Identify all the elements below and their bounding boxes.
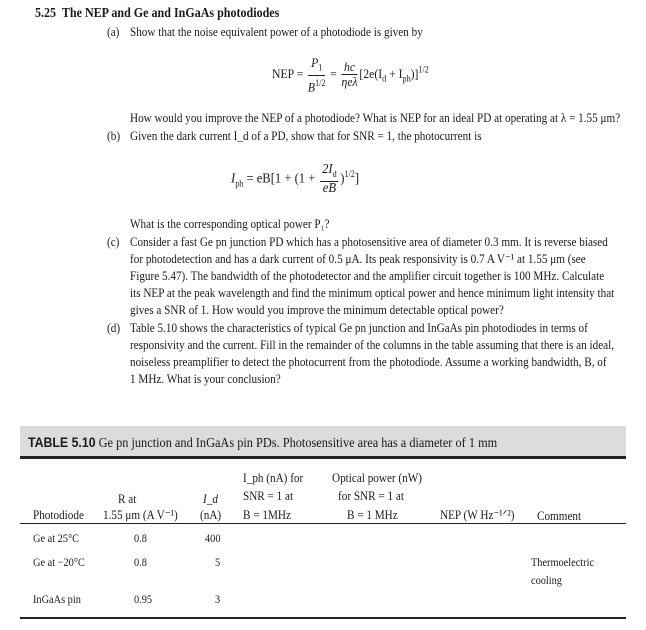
eq-lhs: I [231,171,236,187]
eq-sub: d [332,168,337,179]
eq-exp: 1/2 [344,168,355,179]
table-header-rule [20,523,626,524]
cell-photodiode: InGaAs pin [33,592,81,606]
header-r-line2: 1.55 μm (A V⁻¹) [103,507,178,522]
header-power-line3: B = 1 MHz [347,507,398,522]
eq-lhs: NEP = [272,65,304,81]
part-b-label: (b) [107,128,121,143]
eq-den: ηeλ [341,74,358,90]
part-a-intro: Show that the noise equivalent power of a photodiode is given by [130,24,423,39]
cell-photodiode: Ge at 25°C [33,531,79,545]
table-caption-text: Ge pn junction and InGaAs pin PDs. Photosensitive area has a diameter of 1 mm [98,436,498,451]
part-d-label: (d) [107,320,121,335]
eq-rhs: = eB[1 + (1 + [243,171,319,187]
part-a-label: (a) [107,24,120,39]
fraction-2id-eb [320,163,338,196]
header-id-line2: (nA) [200,507,222,522]
photocurrent-equation [231,163,359,196]
header-photodiode: Photodiode [33,507,84,522]
problem-title: The NEP and Ge and InGaAs photodiodes [61,6,280,21]
part-d-line: 1 MHz. What is your conclusion? [130,371,281,386]
eq-num: hc [344,59,356,75]
header-iph-line3: B = 1MHz [243,507,291,522]
cell-r: 0.8 [134,531,147,545]
header-id-line1: I_d [203,491,218,506]
eq-sub: d [382,73,387,84]
header-nep: NEP (W Hz⁻¹ᐟ²) [440,507,515,522]
eq-equals: = [330,65,337,81]
cell-r: 0.8 [134,555,147,569]
cell-r: 0.95 [134,592,153,606]
eq-close: )] [410,65,419,81]
eq-sub: 1 [318,62,323,73]
fraction-p1-b [308,56,326,94]
part-c-line: for photodetection and has a dark current of 0.5 μA. Its peak responsivity is 0.7 A V⁻¹ at 1.55 μm (see [130,251,586,266]
eq-bracket: [2e(I [359,65,383,81]
part-b-intro: Given the dark current I_d of a PD, show that for SNR = 1, the photocurrent is [130,128,482,143]
problem-heading [35,6,279,21]
part-d-line: Table 5.10 shows the characteristics of typical Ge pn junction and InGaAs pin photodiodes in terms of [130,320,588,335]
header-comment: Comment [537,508,582,523]
table-top-rule [20,456,626,459]
eq-exp: 1/2 [418,64,429,75]
part-c-line: gives a SNR of 1. How would you improve the minimum detectable optical power? [130,302,504,317]
eq-num: 2I [322,162,333,177]
cell-id: 5 [215,555,221,569]
header-power-line1: Optical power (nW) [332,470,423,485]
eq-den: B [307,78,316,94]
eq-num: P [311,55,319,70]
cell-id: 400 [205,531,221,545]
cell-comment: Thermoelectric [531,555,595,569]
eq-end: ] [354,171,360,187]
header-r-line1: R at [118,491,137,506]
eq-close: ) [340,171,345,187]
part-b-question: What is the corresponding optical power P₁? [130,216,330,231]
header-iph-line1: I_ph (nA) for [243,470,304,485]
header-iph-line2: SNR = 1 at [243,488,294,503]
part-d-line: responsivity and the current. Fill in the remainder of the columns in the table assuming that there is an ideal, [130,337,615,352]
table-label: TABLE 5.10 [28,434,96,450]
cell-photodiode: Ge at −20°C [33,555,85,569]
header-power-line2: for SNR = 1 at [338,488,404,503]
eq-plus: + I [386,65,403,81]
eq-sub: ph [235,178,244,189]
eq-den: eB [322,180,337,196]
eq-sup: 1/2 [315,77,326,88]
nep-equation [272,56,429,94]
part-a-question: How would you improve the NEP of a photodiode? What is NEP for an ideal PD at operating at λ = 1.55 μm? [130,110,621,125]
cell-comment: cooling [531,573,562,587]
part-c-line: its NEP at the peak wavelength and find the minimum optical power and hence minimum light intensity that [130,285,615,300]
eq-sub: ph [402,73,411,84]
part-d-line: noiseless preamplifier to detect the photocurrent from the photodiode. Assume a working bandwidth, B, of [130,354,607,369]
problem-number: 5.25 [35,6,57,21]
fraction-hc [342,60,358,89]
cell-id: 3 [215,592,221,606]
part-c-label: (c) [107,234,120,249]
part-c-line: Figure 5.47). The bandwidth of the photodetector and the amplifier circuit together is 100 MHz. Calculate [130,268,605,283]
table-bottom-rule [20,617,626,619]
part-c-line: Consider a fast Ge pn junction PD which has a photosensitive area of diameter 0.3 mm. It is reverse biased [130,234,608,249]
table-caption [28,434,497,452]
